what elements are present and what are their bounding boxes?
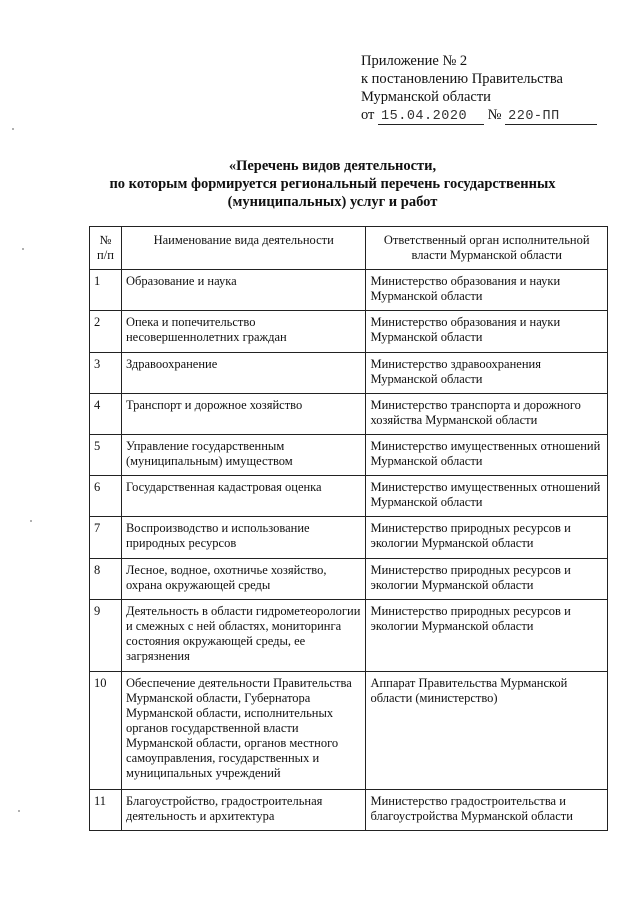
row-num: 9 bbox=[90, 600, 122, 672]
table-row bbox=[90, 394, 608, 435]
row-authority: Министерство образования и науки Мурманской области bbox=[366, 311, 608, 353]
number-prefix: № bbox=[487, 107, 502, 123]
row-activity: Благоустройство, градостроительная деятельность и архитектура bbox=[121, 790, 366, 831]
row-activity: Воспроизводство и использование природных ресурсов bbox=[121, 517, 366, 559]
row-num: 8 bbox=[90, 559, 122, 600]
table-row bbox=[90, 311, 608, 353]
table-row bbox=[90, 353, 608, 394]
row-activity: Образование и наука bbox=[121, 270, 366, 311]
header-num: № п/п bbox=[90, 227, 122, 270]
table-row bbox=[90, 476, 608, 517]
row-activity: Государственная кадастровая оценка bbox=[121, 476, 366, 517]
title-line-2: по которым формируется региональный перечень государственных bbox=[109, 176, 556, 192]
header-authority: Ответственный орган исполнительной власти Мурманской области bbox=[366, 227, 608, 270]
date-prefix: от bbox=[361, 107, 375, 123]
row-activity: Лесное, водное, охотничье хозяйство, охрана окружающей среды bbox=[121, 559, 366, 600]
appendix-line-1: Приложение № 2 bbox=[361, 53, 468, 69]
title-line-3: (муниципальных) услуг и работ bbox=[227, 194, 438, 210]
row-authority: Министерство природных ресурсов и экологии Мурманской области bbox=[366, 517, 608, 559]
row-authority: Министерство транспорта и дорожного хозяйства Мурманской области bbox=[366, 394, 608, 435]
row-activity: Деятельность в области гидрометеорологии и смежных с ней областях, мониторинга состояния окружающей среды, ее загрязнения bbox=[121, 600, 366, 672]
table-row bbox=[90, 600, 608, 672]
row-activity: Транспорт и дорожное хозяйство bbox=[121, 394, 366, 435]
row-authority: Министерство образования и науки Мурманской области bbox=[366, 270, 608, 311]
row-authority: Министерство здравоохранения Мурманской области bbox=[366, 353, 608, 394]
scan-speck bbox=[18, 810, 20, 812]
row-num: 3 bbox=[90, 353, 122, 394]
title-line-1: «Перечень видов деятельности, bbox=[228, 158, 437, 174]
table-row bbox=[90, 672, 608, 790]
row-num: 6 bbox=[90, 476, 122, 517]
row-authority: Министерство природных ресурсов и экологии Мурманской области bbox=[366, 600, 608, 672]
row-activity: Опека и попечительство несовершеннолетних граждан bbox=[121, 311, 366, 353]
document-number: 220-ПП bbox=[505, 109, 597, 125]
table-row bbox=[90, 790, 608, 831]
appendix-block bbox=[361, 52, 621, 125]
row-activity: Управление государственным (муниципальным) имуществом bbox=[121, 435, 366, 476]
row-num: 4 bbox=[90, 394, 122, 435]
document-date: 15.04.2020 bbox=[378, 109, 484, 125]
table-row bbox=[90, 517, 608, 559]
document-title bbox=[60, 157, 605, 211]
row-authority: Министерство имущественных отношений Мурманской области bbox=[366, 435, 608, 476]
header-activity: Наименование вида деятельности bbox=[121, 227, 366, 270]
appendix-line-3: Мурманской области bbox=[361, 89, 491, 105]
row-authority: Министерство природных ресурсов и экологии Мурманской области bbox=[366, 559, 608, 600]
table-row bbox=[90, 270, 608, 311]
row-num: 2 bbox=[90, 311, 122, 353]
table-row bbox=[90, 435, 608, 476]
row-authority: Министерство имущественных отношений Мурманской области bbox=[366, 476, 608, 517]
table-row bbox=[90, 559, 608, 600]
table-header-row bbox=[90, 227, 608, 270]
activity-table bbox=[89, 226, 608, 831]
row-activity: Обеспечение деятельности Правительства Мурманской области, Губернатора Мурманской области, исполнительных органов государственной власти Мурманской области, органов местного самоуправления, государственных и муниципальных учреждений bbox=[121, 672, 366, 790]
row-num: 10 bbox=[90, 672, 122, 790]
appendix-line-2: к постановлению Правительства bbox=[361, 71, 563, 87]
row-num: 7 bbox=[90, 517, 122, 559]
appendix-date-line bbox=[361, 106, 621, 125]
row-num: 11 bbox=[90, 790, 122, 831]
row-authority: Аппарат Правительства Мурманской области (министерство) bbox=[366, 672, 608, 790]
row-num: 5 bbox=[90, 435, 122, 476]
scan-speck bbox=[30, 520, 32, 522]
scan-speck bbox=[12, 128, 14, 130]
row-activity: Здравоохранение bbox=[121, 353, 366, 394]
row-num: 1 bbox=[90, 270, 122, 311]
row-authority: Министерство градостроительства и благоустройства Мурманской области bbox=[366, 790, 608, 831]
scan-speck bbox=[22, 248, 24, 250]
